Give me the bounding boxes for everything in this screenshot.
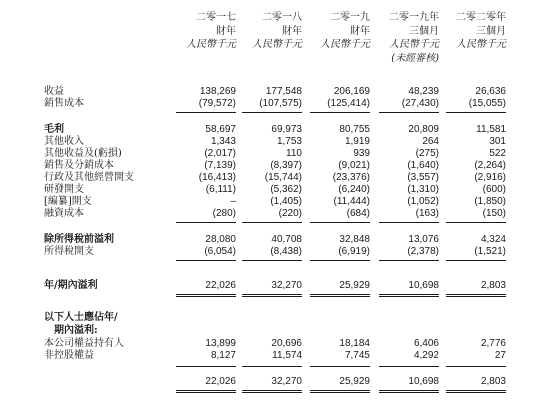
column-header-3m2020 bbox=[438, 11, 506, 52]
subtotal-rule bbox=[310, 112, 370, 113]
cell-revenue-fy2019: 206,169 bbox=[333, 86, 370, 97]
subtotal-rule bbox=[446, 260, 506, 261]
cell-gross-profit-fy2019: 80,755 bbox=[339, 124, 370, 135]
header-unit: 人民幣千元 bbox=[456, 39, 506, 50]
header-line1: 二零二零年 bbox=[456, 12, 506, 23]
cell-finance-3m2019: (163) bbox=[415, 208, 439, 219]
row-label-other-gains-losses: 其他收益及(虧損) bbox=[44, 148, 122, 159]
row-label-profit-before-tax: 除所得稅前溢利 bbox=[44, 234, 114, 245]
total-double-rule bbox=[242, 294, 302, 297]
subtotal-rule bbox=[176, 112, 236, 113]
subtotal-rule bbox=[379, 222, 439, 223]
row-label-redacted-expenses: [編纂]開支 bbox=[44, 196, 92, 207]
cell-revenue-3m2019: 48,239 bbox=[408, 86, 439, 97]
row-label-income-tax: 所得稅開支 bbox=[44, 246, 94, 257]
subtotal-rule bbox=[242, 366, 302, 367]
total-double-rule bbox=[242, 390, 302, 393]
subtotal-rule bbox=[379, 260, 439, 261]
row-label-cost-of-sales: 銷售成本 bbox=[44, 98, 84, 109]
cell-cost-of-sales-fy2017: (79,572) bbox=[198, 98, 236, 109]
cell-selling-fy2019: (9,021) bbox=[338, 160, 370, 171]
row-label-non-controlling-interests: 非控股權益 bbox=[44, 350, 94, 361]
cell-tax-3m2019: (2,378) bbox=[407, 246, 439, 257]
header-line2: 三個月 bbox=[409, 25, 439, 37]
total-double-rule bbox=[379, 390, 439, 393]
cell-redacted-fy2019: (11,444) bbox=[333, 196, 370, 207]
cell-cost-of-sales-fy2018: (107,575) bbox=[259, 98, 302, 109]
cell-profit-fy2017: 22,026 bbox=[205, 280, 236, 291]
cell-owners-fy2019: 18,184 bbox=[339, 338, 370, 349]
cell-gross-profit-fy2017: 58,697 bbox=[205, 124, 236, 135]
cell-admin-fy2017: (16,413) bbox=[198, 172, 236, 183]
cell-tax-fy2017: (6,054) bbox=[204, 246, 236, 257]
cell-selling-fy2017: (7,139) bbox=[204, 160, 236, 171]
cell-other-gains-3m2019: (275) bbox=[415, 148, 439, 159]
cell-cost-of-sales-3m2019: (27,430) bbox=[401, 98, 439, 109]
cell-owners-fy2017: 13,899 bbox=[205, 338, 236, 349]
cell-finance-fy2018: (220) bbox=[278, 208, 302, 219]
cell-redacted-fy2018: (1,405) bbox=[270, 196, 302, 207]
header-line1: 二零一九 bbox=[330, 12, 370, 23]
cell-other-gains-fy2019: 939 bbox=[353, 148, 370, 159]
cell-pbt-fy2017: 28,080 bbox=[205, 234, 236, 245]
cell-selling-fy2018: (8,397) bbox=[270, 160, 302, 171]
cell-rnd-3m2019: (1,310) bbox=[407, 184, 439, 195]
cell-tax-fy2018: (8,438) bbox=[270, 246, 302, 257]
cell-redacted-fy2017: – bbox=[230, 196, 236, 207]
cell-cost-of-sales-fy2019: (125,414) bbox=[327, 98, 370, 109]
cell-other-income-fy2019: 1,919 bbox=[344, 136, 370, 147]
header-line1: 二零一七 bbox=[196, 12, 236, 23]
cell-admin-3m2019: (3,557) bbox=[407, 172, 439, 183]
header-unit: 人民幣千元 bbox=[320, 39, 370, 50]
cell-nci-fy2019: 7,745 bbox=[344, 350, 370, 361]
cell-pbt-fy2019: 32,848 bbox=[339, 234, 370, 245]
cell-admin-3m2020: (2,916) bbox=[474, 172, 506, 183]
subtotal-rule bbox=[242, 260, 302, 261]
cell-selling-3m2019: (1,640) bbox=[407, 160, 439, 171]
cell-owners-3m2020: 2,776 bbox=[480, 338, 506, 349]
cell-redacted-3m2020: (1,850) bbox=[474, 196, 506, 207]
cell-total-fy2018: 32,270 bbox=[271, 376, 302, 387]
cell-finance-3m2020: (150) bbox=[482, 208, 506, 219]
cell-gross-profit-fy2018: 69,973 bbox=[271, 124, 302, 135]
column-header-3m2019 bbox=[371, 11, 439, 65]
cell-profit-fy2018: 32,270 bbox=[271, 280, 302, 291]
cell-admin-fy2019: (23,376) bbox=[332, 172, 370, 183]
header-line2: 財年 bbox=[216, 25, 236, 37]
header-unit: 人民幣千元 bbox=[186, 39, 236, 50]
header-unaudited-note: (未經審核) bbox=[391, 52, 439, 64]
cell-other-gains-fy2017: (2,017) bbox=[204, 148, 236, 159]
cell-rnd-3m2020: (600) bbox=[482, 184, 506, 195]
cell-revenue-fy2017: 138,269 bbox=[199, 86, 236, 97]
cell-selling-3m2020: (2,264) bbox=[474, 160, 506, 171]
cell-cost-of-sales-3m2020: (15,055) bbox=[468, 98, 506, 109]
subtotal-rule bbox=[446, 222, 506, 223]
header-line2: 財年 bbox=[282, 25, 302, 37]
subtotal-rule bbox=[176, 366, 236, 367]
total-double-rule bbox=[176, 294, 236, 297]
subtotal-rule bbox=[176, 222, 236, 223]
header-line2: 三個月 bbox=[476, 25, 506, 37]
total-double-rule bbox=[310, 294, 370, 297]
subtotal-rule bbox=[446, 112, 506, 113]
subtotal-rule bbox=[379, 112, 439, 113]
cell-total-fy2019: 25,929 bbox=[339, 376, 370, 387]
row-label-profit-for-period: 年/期內溢利 bbox=[44, 280, 98, 291]
column-header-fy2019 bbox=[302, 11, 370, 52]
cell-revenue-3m2020: 26,636 bbox=[475, 86, 506, 97]
cell-nci-3m2019: 4,292 bbox=[413, 350, 439, 361]
column-header-fy2018 bbox=[234, 11, 302, 52]
total-double-rule bbox=[310, 390, 370, 393]
cell-nci-fy2017: 8,127 bbox=[210, 350, 236, 361]
cell-tax-fy2019: (6,919) bbox=[338, 246, 370, 257]
cell-gross-profit-3m2020: 11,581 bbox=[476, 124, 506, 135]
header-line1: 二零一八 bbox=[262, 12, 302, 23]
attribution-heading-line2: 期內溢利: bbox=[54, 325, 98, 336]
cell-other-gains-3m2020: 522 bbox=[489, 148, 506, 159]
row-label-admin-expenses: 行政及其他經營開支 bbox=[44, 172, 134, 183]
cell-total-3m2019: 10,698 bbox=[408, 376, 439, 387]
subtotal-rule bbox=[242, 112, 302, 113]
header-line2: 財年 bbox=[350, 25, 370, 37]
row-label-finance-costs: 融資成本 bbox=[44, 208, 84, 219]
cell-other-income-fy2018: 1,753 bbox=[276, 136, 302, 147]
cell-revenue-fy2018: 177,548 bbox=[265, 86, 302, 97]
attribution-heading-line1: 以下人士應佔年/ bbox=[44, 312, 118, 323]
cell-tax-3m2020: (1,521) bbox=[474, 246, 506, 257]
cell-pbt-fy2018: 40,708 bbox=[271, 234, 302, 245]
cell-rnd-fy2018: (5,362) bbox=[270, 184, 302, 195]
cell-other-income-3m2020: 301 bbox=[489, 136, 506, 147]
cell-total-fy2017: 22,026 bbox=[205, 376, 236, 387]
cell-finance-fy2019: (684) bbox=[346, 208, 370, 219]
header-line1: 二零一九年 bbox=[389, 12, 439, 23]
cell-redacted-3m2019: (1,052) bbox=[407, 196, 439, 207]
subtotal-rule bbox=[242, 222, 302, 223]
total-double-rule bbox=[379, 294, 439, 297]
total-double-rule bbox=[446, 294, 506, 297]
total-double-rule bbox=[176, 390, 236, 393]
cell-profit-3m2020: 2,803 bbox=[480, 280, 506, 291]
subtotal-rule bbox=[379, 366, 439, 367]
column-header-fy2017 bbox=[168, 11, 236, 52]
cell-rnd-fy2017: (6,111) bbox=[205, 184, 236, 195]
cell-pbt-3m2020: 4,324 bbox=[480, 234, 506, 245]
cell-nci-3m2020: 27 bbox=[494, 350, 506, 361]
subtotal-rule bbox=[310, 260, 370, 261]
row-label-rnd-expenses: 研發開支 bbox=[44, 184, 84, 195]
cell-other-income-3m2019: 264 bbox=[422, 136, 439, 147]
cell-admin-fy2018: (15,744) bbox=[264, 172, 302, 183]
cell-gross-profit-3m2019: 20,809 bbox=[408, 124, 439, 135]
subtotal-rule bbox=[446, 366, 506, 367]
total-double-rule bbox=[446, 390, 506, 393]
header-unit: 人民幣千元 bbox=[389, 39, 439, 50]
cell-finance-fy2017: (280) bbox=[212, 208, 236, 219]
row-label-revenue: 收益 bbox=[44, 86, 64, 97]
subtotal-rule bbox=[310, 222, 370, 223]
cell-other-income-fy2017: 1,343 bbox=[210, 136, 236, 147]
cell-total-3m2020: 2,803 bbox=[480, 376, 506, 387]
cell-owners-fy2018: 20,696 bbox=[271, 338, 302, 349]
header-unit: 人民幣千元 bbox=[252, 39, 302, 50]
subtotal-rule bbox=[176, 260, 236, 261]
cell-other-gains-fy2018: 110 bbox=[286, 148, 302, 159]
row-label-selling-distribution: 銷售及分銷成本 bbox=[44, 160, 114, 171]
cell-profit-3m2019: 10,698 bbox=[408, 280, 439, 291]
row-label-other-income: 其他收入 bbox=[44, 136, 84, 147]
subtotal-rule bbox=[310, 366, 370, 367]
cell-owners-3m2019: 6,406 bbox=[413, 338, 439, 349]
cell-nci-fy2018: 11,574 bbox=[272, 350, 302, 361]
cell-rnd-fy2019: (6,240) bbox=[338, 184, 370, 195]
cell-pbt-3m2019: 13,076 bbox=[408, 234, 439, 245]
row-label-gross-profit: 毛利 bbox=[44, 124, 64, 135]
row-label-owners-of-company: 本公司權益持有人 bbox=[44, 338, 124, 349]
cell-profit-fy2019: 25,929 bbox=[339, 280, 370, 291]
